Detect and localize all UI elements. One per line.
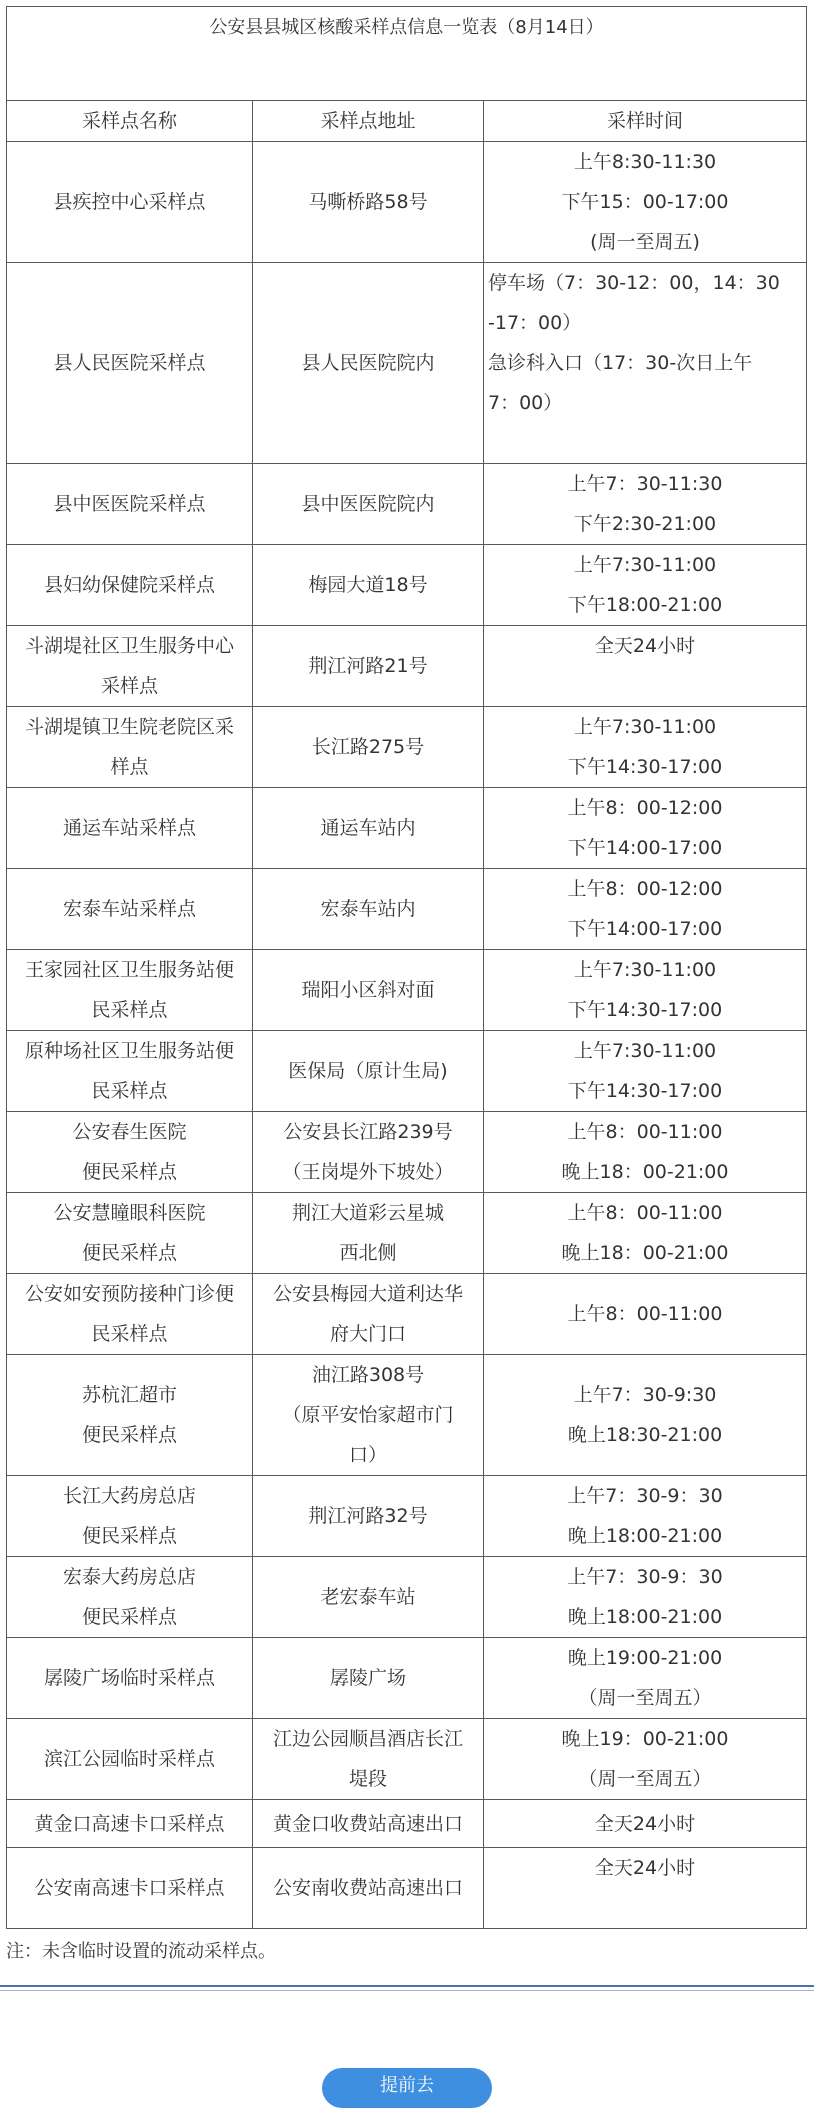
site-name-cell-line: 县中医医院采样点 (53, 493, 206, 515)
site-name-cell-line: 苏杭汇超市 (81, 1384, 177, 1406)
sampling-time-cell (484, 464, 807, 545)
sampling-time-cell-line: 晚上19:00-21:00 (567, 1647, 723, 1669)
site-name-cell (7, 1355, 253, 1476)
site-name-cell-line: 公安春生医院 (72, 1121, 187, 1143)
site-address-cell-line: 马嘶桥路58号 (308, 191, 428, 213)
site-name-cell (7, 1031, 253, 1112)
sampling-time-cell-line: 上午8：00-12:00 (567, 797, 723, 819)
sampling-time-cell (484, 788, 807, 869)
site-name-cell (7, 545, 253, 626)
sampling-time-cell-line: 下午14:00-17:00 (567, 837, 723, 859)
site-name-cell (7, 1719, 253, 1800)
sampling-time-cell-line: 7：00） (488, 392, 563, 414)
sampling-time-cell-line: 晚上18:00-21:00 (567, 1525, 723, 1547)
header-site-name: 采样点名称 (7, 101, 253, 142)
site-address-cell (253, 1355, 484, 1476)
sampling-time-cell-line: （周一至周五） (578, 1768, 712, 1790)
table-row (7, 263, 807, 464)
site-name-cell-line: 采样点 (100, 675, 158, 697)
sampling-time-cell (484, 1476, 807, 1557)
sampling-time-cell (484, 1848, 807, 1929)
site-address-cell (253, 869, 484, 950)
site-name-cell (7, 788, 253, 869)
sampling-time-cell-line: 上午7:30-11:00 (573, 716, 717, 738)
site-address-cell-line: 西北侧 (339, 1242, 397, 1264)
sampling-time-cell-line: （周一至周五） (578, 1687, 712, 1709)
sampling-time-cell-line: 晚上18:00-21:00 (567, 1606, 723, 1628)
table-row (7, 1193, 807, 1274)
table-row (7, 1355, 807, 1476)
site-address-cell-line: 孱陵广场 (329, 1667, 406, 1689)
sampling-time-cell-line: 上午8：00-11:00 (567, 1202, 723, 1224)
site-name-cell (7, 1193, 253, 1274)
site-name-cell-line: 样点 (110, 756, 149, 778)
site-address-cell-line: 公安县长江路239号 (283, 1121, 453, 1143)
site-name-cell-line: 民采样点 (91, 999, 168, 1021)
site-name-cell-line: 黄金口高速卡口采样点 (34, 1812, 225, 1835)
sampling-time-cell-line: 下午14:30-17:00 (567, 999, 723, 1021)
site-address-cell-line: 荆江河路21号 (308, 655, 428, 677)
table-title-row (7, 7, 807, 101)
sampling-time-cell-line: 上午8：00-11:00 (567, 1303, 723, 1325)
site-name-cell-line: 公安如安预防接种门诊便 (24, 1283, 234, 1305)
header-site-address: 采样点地址 (253, 101, 484, 142)
site-name-cell-line: 便民采样点 (81, 1161, 177, 1183)
site-name-cell-line: 宏泰车站采样点 (62, 898, 196, 920)
site-name-cell-line: 通运车站采样点 (62, 817, 196, 839)
sampling-time-cell (484, 1719, 807, 1800)
sampling-time-cell-line: 上午8:30-11:30 (573, 151, 717, 173)
sampling-time-cell (484, 1274, 807, 1355)
site-name-cell-line: 原种场社区卫生服务站便 (24, 1040, 234, 1062)
sampling-time-cell-line: 晚上18:30-21:00 (567, 1424, 723, 1446)
site-address-cell (253, 788, 484, 869)
site-name-cell-line: 宏泰大药房总店 (62, 1566, 196, 1588)
site-address-cell-line: 老宏泰车站 (320, 1586, 416, 1608)
site-address-cell (253, 1112, 484, 1193)
table-row (7, 1112, 807, 1193)
site-address-cell (253, 263, 484, 464)
site-address-cell-line: 瑞阳小区斜对面 (301, 979, 435, 1001)
site-name-cell-line: 便民采样点 (81, 1424, 177, 1446)
sampling-time-cell-line: 停车场（7：30-12：00，14：30 (488, 272, 780, 294)
sampling-time-cell-line: 下午14:30-17:00 (567, 1080, 723, 1102)
sampling-time-cell-line: 下午2:30-21:00 (573, 513, 717, 535)
table-row (7, 869, 807, 950)
site-address-cell-line: 医保局（原计生局) (288, 1060, 448, 1082)
site-name-cell-line: 县人民医院采样点 (53, 352, 206, 374)
site-address-cell (253, 626, 484, 707)
sampling-time-cell-line: 下午18:00-21:00 (567, 594, 723, 616)
site-address-cell-line: 荆江大道彩云星城 (291, 1202, 444, 1224)
site-address-cell-line: 通运车站内 (320, 817, 416, 839)
sampling-time-cell (484, 1355, 807, 1476)
site-address-cell-line: 县中医医院院内 (301, 493, 435, 515)
table-row (7, 464, 807, 545)
site-name-cell (7, 869, 253, 950)
site-address-cell-line: 油江路308号 (311, 1364, 425, 1386)
site-address-cell (253, 1638, 484, 1719)
site-name-cell-line: 民采样点 (91, 1323, 168, 1345)
site-name-cell-line: 民采样点 (91, 1080, 168, 1102)
sampling-time-cell-line: 下午14:00-17:00 (567, 918, 723, 940)
site-address-cell (253, 950, 484, 1031)
sampling-time-cell-line: 上午7:30-11:00 (573, 1040, 717, 1062)
site-address-cell-line: （原平安怡家超市门 (282, 1404, 454, 1426)
site-address-cell (253, 1557, 484, 1638)
table-row (7, 142, 807, 263)
sampling-time-cell-line: 全天24小时 (594, 635, 696, 657)
site-name-cell-line: 公安南高速卡口采样点 (34, 1877, 225, 1899)
footnote: 注：未含临时设置的流动采样点。 (6, 1941, 276, 1962)
sampling-time-cell-line: 上午8：00-12:00 (567, 878, 723, 900)
sampling-time-cell-line: 下午15：00-17:00 (561, 191, 729, 213)
header-sampling-time: 采样时间 (484, 101, 807, 142)
site-name-cell (7, 1848, 253, 1929)
divider (0, 1985, 814, 1991)
site-name-cell (7, 1112, 253, 1193)
site-name-cell-line: 孱陵广场临时采样点 (43, 1667, 215, 1689)
site-name-cell-line: 县妇幼保健院采样点 (43, 574, 215, 596)
sampling-time-cell-line: 全天24小时 (594, 1857, 696, 1879)
sampling-time-cell (484, 1557, 807, 1638)
table-row (7, 1031, 807, 1112)
site-address-cell (253, 1719, 484, 1800)
more-button[interactable]: 提前去 (322, 2068, 492, 2108)
sampling-time-cell-line: 上午7：30-9:30 (573, 1384, 717, 1406)
site-address-cell-line: 宏泰车站内 (320, 898, 416, 920)
sampling-time-cell (484, 1112, 807, 1193)
site-name-cell-line: 滨江公园临时采样点 (43, 1748, 215, 1770)
site-address-cell (253, 1800, 484, 1848)
site-address-cell-line: 公安县梅园大道利达华 (272, 1283, 463, 1305)
table-row (7, 545, 807, 626)
sampling-time-cell-line: 急诊科入口（17：30-次日上午 (488, 352, 753, 374)
table-title: 公安县县城区核酸采样点信息一览表（8月14日） (7, 7, 807, 101)
table-row (7, 1848, 807, 1929)
site-name-cell (7, 1800, 253, 1848)
site-address-cell-line: 黄金口收费站高速出口 (272, 1812, 463, 1835)
site-address-cell (253, 707, 484, 788)
site-address-cell-line: 荆江河路32号 (308, 1505, 428, 1527)
sampling-time-cell (484, 263, 807, 464)
site-address-cell (253, 1476, 484, 1557)
sampling-time-cell (484, 1638, 807, 1719)
site-address-cell (253, 1193, 484, 1274)
sampling-time-cell-line: 上午7：30-9：30 (567, 1485, 723, 1507)
site-address-cell (253, 142, 484, 263)
sampling-time-cell-line: 上午7：30-11:30 (567, 473, 723, 495)
site-address-cell (253, 464, 484, 545)
site-address-cell (253, 1031, 484, 1112)
sampling-time-cell (484, 1193, 807, 1274)
sampling-time-cell-line: 晚上19：00-21:00 (561, 1728, 729, 1750)
table-row (7, 707, 807, 788)
site-name-cell-line: 斗湖堤镇卫生院老院区采 (24, 716, 234, 738)
site-address-cell (253, 545, 484, 626)
sampling-time-cell (484, 142, 807, 263)
site-address-cell-line: （王岗堤外下坡处） (282, 1161, 454, 1183)
sampling-time-cell-line: 全天24小时 (594, 1812, 696, 1835)
site-name-cell-line: 王家园社区卫生服务站便 (24, 959, 234, 981)
table-row (7, 950, 807, 1031)
sampling-time-cell-line: 下午14:30-17:00 (567, 756, 723, 778)
sampling-time-cell-line: 晚上18：00-21:00 (561, 1161, 729, 1183)
table-row (7, 1557, 807, 1638)
sampling-sites-table (6, 6, 807, 1929)
site-address-cell (253, 1848, 484, 1929)
site-address-cell-line: 府大门口 (329, 1323, 406, 1345)
table-row (7, 788, 807, 869)
site-address-cell-line: 口） (348, 1444, 387, 1466)
site-address-cell-line: 梅园大道18号 (308, 574, 428, 596)
site-name-cell (7, 263, 253, 464)
sampling-time-cell (484, 950, 807, 1031)
sampling-time-cell (484, 707, 807, 788)
site-address-cell-line: 堤段 (348, 1768, 387, 1790)
sampling-time-cell (484, 545, 807, 626)
site-address-cell-line: 县人民医院院内 (301, 352, 435, 374)
site-name-cell-line: 长江大药房总店 (62, 1485, 196, 1507)
site-name-cell-line: 公安慧瞳眼科医院 (53, 1202, 206, 1224)
sampling-time-cell-line: 上午7:30-11:00 (573, 959, 717, 981)
site-name-cell (7, 707, 253, 788)
site-name-cell (7, 626, 253, 707)
site-address-cell-line: 江边公园顺昌酒店长江 (272, 1728, 463, 1750)
site-name-cell (7, 142, 253, 263)
site-address-cell (253, 1274, 484, 1355)
site-name-cell-line: 便民采样点 (81, 1242, 177, 1264)
sampling-time-cell-line: -17：00） (488, 312, 582, 334)
site-name-cell (7, 950, 253, 1031)
sampling-time-cell-line: 晚上18：00-21:00 (561, 1242, 729, 1264)
sampling-time-cell (484, 1800, 807, 1848)
sampling-time-cell-line: (周一至周五) (590, 231, 700, 253)
table-header-row (7, 101, 807, 142)
site-name-cell (7, 464, 253, 545)
site-name-cell-line: 斗湖堤社区卫生服务中心 (24, 635, 234, 657)
table-row (7, 1719, 807, 1800)
site-address-cell-line: 公安南收费站高速出口 (272, 1877, 463, 1899)
table-row (7, 626, 807, 707)
sampling-time-cell-line: 上午7：30-9：30 (567, 1566, 723, 1588)
site-name-cell-line: 县疾控中心采样点 (53, 191, 206, 213)
table-row (7, 1476, 807, 1557)
sampling-time-cell (484, 869, 807, 950)
table-row (7, 1274, 807, 1355)
site-address-cell-line: 长江路275号 (311, 736, 425, 758)
site-name-cell (7, 1476, 253, 1557)
site-name-cell (7, 1638, 253, 1719)
sampling-time-cell (484, 626, 807, 707)
table-row (7, 1638, 807, 1719)
table-row (7, 1800, 807, 1848)
site-name-cell (7, 1557, 253, 1638)
sampling-time-cell (484, 1031, 807, 1112)
site-name-cell (7, 1274, 253, 1355)
site-name-cell-line: 便民采样点 (81, 1525, 177, 1547)
site-name-cell-line: 便民采样点 (81, 1606, 177, 1628)
sampling-time-cell-line: 上午7:30-11:00 (573, 554, 717, 576)
sampling-time-cell-line: 上午8：00-11:00 (567, 1121, 723, 1143)
